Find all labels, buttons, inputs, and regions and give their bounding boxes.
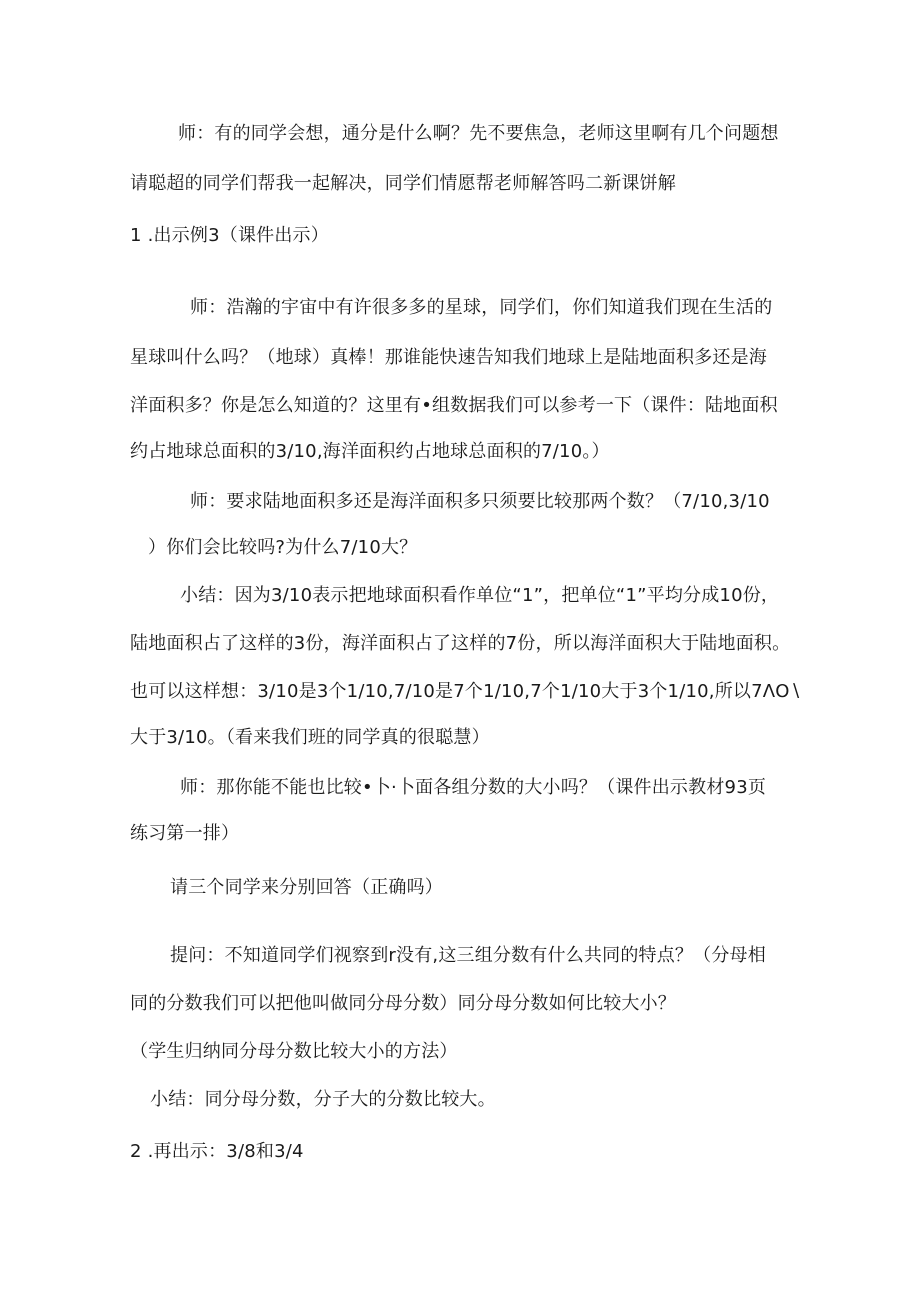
- text-line-10: 小结：因为3/10表示把地球面积看作单位“1”，把单位“1”平均分成10份，: [180, 585, 780, 606]
- text-line-9: ）你们会比较吗?为什么7/10大？: [148, 537, 418, 558]
- text-line-4: 师：浩瀚的宇宙中有许很多多的星球，同学们，你们知道我们现在生活的: [190, 297, 773, 318]
- text-line-5: 星球叫什么吗？（地球）真棒！那谁能快速告知我们地球上是陆地面积多还是海: [130, 347, 767, 368]
- text-line-7: 约占地球总面积的3/10,海洋面积约占地球总面积的7/10。）: [130, 441, 610, 462]
- text-line-13: 大于3/10。（看来我们班的同学真的很聪慧）: [130, 727, 490, 748]
- text-line-16: 请三个同学来分别回答（正确吗）: [170, 877, 443, 898]
- text-line-3: 1 .出示例3（课件出示）: [130, 225, 329, 246]
- text-line-12: 也可以这样想：3/10是3个1/10,7/10是7个1/10,7个1/10大于3个1/10,所以7ΛO∖: [130, 681, 802, 702]
- text-line-14: 师：那你能不能也比较•卜·卜面各组分数的大小吗？（课件出示教材93页: [180, 777, 767, 798]
- text-line-15: 练习第一排）: [130, 823, 240, 844]
- text-line-1: 师：有的同学会想，通分是什么啊？先不要焦急，老师这里啊有几个问题想: [178, 123, 779, 144]
- text-line-2: 请聪超的同学们帮我一起解决，同学们情愿帮老师解答吗二新课饼解: [130, 173, 676, 194]
- text-line-18: 同的分数我们可以把他叫做同分母分数）同分母分数如何比较大小？: [130, 993, 676, 1014]
- text-line-21: 2 .再出示：3/8和3/4: [130, 1141, 304, 1162]
- text-line-11: 陆地面积占了这样的3份，海洋面积占了这样的7份，所以海洋面积大于陆地面积。: [130, 633, 791, 654]
- text-line-8: 师：要求陆地面积多还是海洋面积多只须要比较那两个数？（7/10,3/10: [190, 491, 770, 512]
- text-line-17: 提问：不知道同学们视察到r没有,这三组分数有什么共同的特点？（分母相: [170, 945, 766, 966]
- text-line-20: 小结：同分母分数，分子大的分数比较大。: [150, 1089, 496, 1110]
- text-line-6: 洋面积多？你是怎么知道的？这里有•组数据我们可以参考一下（课件：陆地面积: [130, 395, 778, 416]
- text-line-19: （学生归纳同分母分数比较大小的方法）: [130, 1041, 458, 1062]
